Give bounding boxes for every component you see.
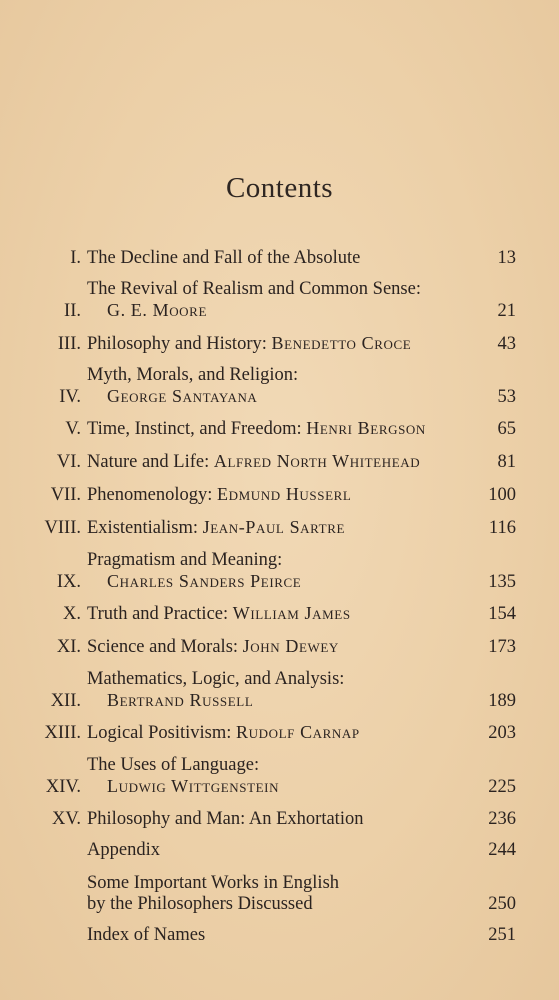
page-number: 244 bbox=[488, 840, 516, 860]
entry-title bbox=[87, 669, 470, 712]
entry-title bbox=[87, 755, 470, 798]
entry-line bbox=[87, 451, 470, 473]
entry-line bbox=[87, 365, 470, 386]
entry-text: Nature and Life: bbox=[87, 452, 214, 472]
philosopher-name: Bertrand Russell bbox=[107, 690, 254, 710]
entry-line bbox=[87, 550, 470, 571]
chapter-numeral: III. bbox=[57, 334, 81, 354]
entry-title bbox=[87, 925, 470, 946]
philosopher-name: Edmund Husserl bbox=[217, 484, 352, 504]
toc-entry bbox=[20, 333, 516, 355]
entry-text: Mathematics, Logic, and Analysis: bbox=[87, 669, 345, 689]
entry-line bbox=[87, 248, 470, 269]
philosopher-name: George Santayana bbox=[107, 386, 258, 406]
entry-line bbox=[87, 925, 470, 946]
entry-title bbox=[87, 722, 470, 744]
entry-line bbox=[87, 418, 470, 440]
toc-entry bbox=[20, 517, 516, 539]
toc-entry bbox=[20, 755, 516, 798]
toc-entry bbox=[20, 550, 516, 593]
page-number: 173 bbox=[488, 637, 516, 657]
toc-entry bbox=[20, 669, 516, 712]
entry-line bbox=[87, 279, 470, 300]
chapter-numeral: IV. bbox=[59, 387, 81, 407]
toc-entry bbox=[20, 279, 516, 322]
toc-entry bbox=[20, 636, 516, 658]
chapter-numeral: VII. bbox=[50, 485, 81, 505]
page-number: 203 bbox=[488, 723, 516, 743]
entry-title bbox=[87, 550, 470, 593]
table-of-contents bbox=[20, 238, 516, 946]
toc-entry bbox=[20, 484, 516, 506]
chapter-numeral: XIV. bbox=[45, 777, 81, 797]
entry-line bbox=[87, 517, 470, 539]
entry-line bbox=[87, 755, 470, 776]
entry-title bbox=[87, 484, 470, 506]
entry-text: The Decline and Fall of the Absolute bbox=[87, 248, 361, 268]
entry-line bbox=[87, 571, 470, 593]
page-number: 236 bbox=[488, 809, 516, 829]
entry-title bbox=[87, 365, 470, 408]
entry-title bbox=[87, 418, 470, 440]
page-number: 13 bbox=[497, 248, 516, 268]
entry-text: Some Important Works in English bbox=[87, 873, 340, 893]
entry-text: The Uses of Language: bbox=[87, 755, 260, 775]
chapter-numeral: II. bbox=[64, 301, 81, 321]
entry-line bbox=[87, 333, 470, 355]
page-number: 21 bbox=[497, 301, 516, 321]
chapter-numeral: VI. bbox=[56, 452, 81, 472]
entry-line bbox=[87, 776, 470, 798]
philosopher-name: Ludwig Wittgenstein bbox=[107, 776, 280, 796]
toc-entry bbox=[20, 925, 516, 946]
entry-text: Truth and Practice: bbox=[87, 604, 233, 624]
chapter-numeral: V. bbox=[65, 419, 81, 439]
entry-title bbox=[87, 873, 470, 915]
toc-entry bbox=[20, 873, 516, 915]
entry-text: Appendix bbox=[87, 840, 160, 860]
entry-title bbox=[87, 809, 470, 830]
page-number: 100 bbox=[488, 485, 516, 505]
entry-line bbox=[87, 386, 470, 408]
page-number: 43 bbox=[497, 334, 516, 354]
philosopher-name: Jean-Paul Sartre bbox=[202, 517, 346, 537]
page-title: Contents bbox=[225, 172, 334, 204]
page-number: 135 bbox=[488, 572, 516, 592]
page-number: 250 bbox=[488, 894, 516, 914]
entry-line bbox=[87, 636, 470, 658]
entry-title bbox=[87, 333, 470, 355]
page-number: 65 bbox=[497, 419, 516, 439]
philosopher-name: John Dewey bbox=[242, 636, 339, 656]
entry-line bbox=[87, 300, 470, 322]
page-number: 189 bbox=[488, 691, 516, 711]
philosopher-name: Rudolf Carnap bbox=[236, 722, 360, 742]
entry-text: Time, Instinct, and Freedom: bbox=[87, 419, 307, 439]
entry-title bbox=[87, 451, 470, 473]
entry-title bbox=[87, 840, 470, 861]
philosopher-name: Alfred North Whitehead bbox=[213, 451, 421, 471]
entry-text: Index of Names bbox=[87, 925, 206, 945]
entry-line bbox=[87, 669, 470, 690]
entry-text: The Revival of Realism and Common Sense: bbox=[87, 279, 421, 299]
page-number: 81 bbox=[497, 452, 516, 472]
toc-entry bbox=[20, 603, 516, 625]
philosopher-name: Benedetto Croce bbox=[271, 333, 412, 353]
chapter-numeral: I. bbox=[70, 248, 81, 268]
toc-entry bbox=[20, 722, 516, 744]
entry-text: Philosophy and History: bbox=[87, 334, 272, 354]
toc-entry bbox=[20, 418, 516, 440]
chapter-numeral: XI. bbox=[56, 637, 81, 657]
chapter-numeral: XII. bbox=[50, 691, 81, 711]
entry-text: by the Philosophers Discussed bbox=[87, 894, 313, 914]
toc-entry bbox=[20, 451, 516, 473]
entry-line bbox=[87, 690, 470, 712]
chapter-numeral: X. bbox=[63, 604, 81, 624]
page-number: 154 bbox=[488, 604, 516, 624]
page-number: 225 bbox=[488, 777, 516, 797]
chapter-numeral: XIII. bbox=[44, 723, 81, 743]
philosopher-name: G. E. Moore bbox=[107, 300, 207, 320]
entry-line bbox=[87, 894, 470, 915]
entry-text: Philosophy and Man: An Exhortation bbox=[87, 809, 364, 829]
entry-title bbox=[87, 248, 470, 269]
philosopher-name: Henri Bergson bbox=[306, 418, 426, 438]
entry-line bbox=[87, 840, 470, 861]
philosopher-name: Charles Sanders Peirce bbox=[107, 571, 302, 591]
toc-entry bbox=[20, 248, 516, 269]
entry-line bbox=[87, 603, 470, 625]
entry-text: Existentialism: bbox=[87, 518, 203, 538]
page-number: 53 bbox=[497, 387, 516, 407]
entry-title bbox=[87, 517, 470, 539]
entry-line bbox=[87, 873, 470, 894]
entry-line bbox=[87, 722, 470, 744]
entry-text: Myth, Morals, and Religion: bbox=[87, 365, 299, 385]
philosopher-name: William James bbox=[232, 603, 351, 623]
entry-title bbox=[87, 636, 470, 658]
entry-title bbox=[87, 603, 470, 625]
chapter-numeral: IX. bbox=[56, 572, 81, 592]
entry-text: Pragmatism and Meaning: bbox=[87, 550, 283, 570]
page-number: 116 bbox=[488, 518, 516, 538]
entry-line bbox=[87, 809, 470, 830]
toc-entry bbox=[20, 809, 516, 830]
page-number: 251 bbox=[488, 925, 516, 945]
entry-title bbox=[87, 279, 470, 322]
entry-text: Phenomenology: bbox=[87, 485, 218, 505]
chapter-numeral: XV. bbox=[52, 809, 81, 829]
toc-entry bbox=[20, 365, 516, 408]
entry-text: Science and Morals: bbox=[87, 637, 243, 657]
chapter-numeral: VIII. bbox=[44, 518, 81, 538]
toc-entry bbox=[20, 840, 516, 861]
entry-text: Logical Positivism: bbox=[87, 723, 237, 743]
entry-line bbox=[87, 484, 470, 506]
